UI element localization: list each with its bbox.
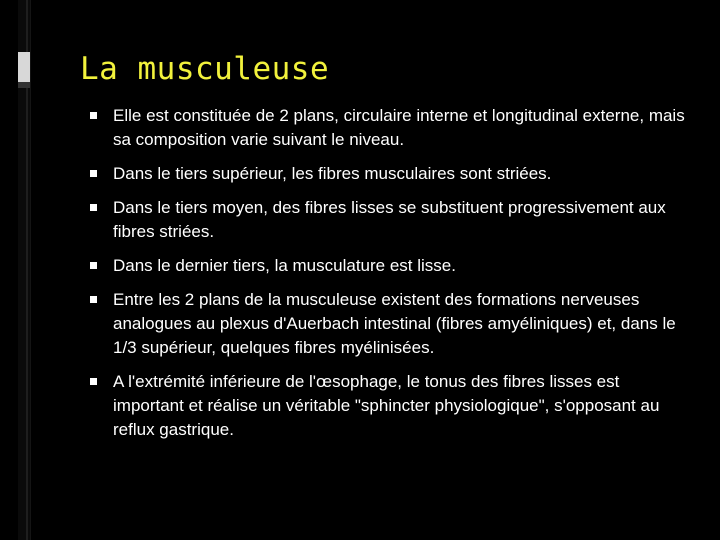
- bullet-item: [90, 196, 690, 244]
- bullet-text: Entre les 2 plans de la musculeuse existent des formations nerveuses analogues au plexus d'Auerbach intestinal (fibres amyéliniques) et, dans le 1/3 supérieur, quelques fibres myélinisées.: [113, 290, 676, 357]
- bullet-text: A l'extrémité inférieure de l'œsophage, le tonus des fibres lisses est important et réalise un véritable "sphincter physiologique", s'opposant au reflux gastrique.: [113, 372, 660, 439]
- bullet-text: Elle est constituée de 2 plans, circulaire interne et longitudinal externe, mais sa composition varie suivant le niveau.: [113, 106, 685, 149]
- square-bullet-icon: [90, 378, 97, 385]
- bullet-list: [90, 104, 690, 452]
- bullet-text: Dans le tiers moyen, des fibres lisses se substituent progressivement aux fibres striées.: [113, 198, 666, 241]
- slide-title: La musculeuse: [80, 51, 330, 87]
- square-bullet-icon: [90, 112, 97, 119]
- bullet-text: Dans le tiers supérieur, les fibres musculaires sont striées.: [113, 164, 552, 183]
- square-bullet-icon: [90, 296, 97, 303]
- bullet-item: [90, 370, 690, 442]
- square-bullet-icon: [90, 262, 97, 269]
- title-accent-shadow: [18, 82, 30, 88]
- left-decoration-line-inner: [30, 0, 31, 540]
- bullet-text: Dans le dernier tiers, la musculature est lisse.: [113, 256, 456, 275]
- bullet-item: [90, 288, 690, 360]
- title-accent-block: [18, 52, 30, 82]
- square-bullet-icon: [90, 204, 97, 211]
- square-bullet-icon: [90, 170, 97, 177]
- bullet-item: [90, 254, 690, 278]
- bullet-item: [90, 104, 690, 152]
- bullet-item: [90, 162, 690, 186]
